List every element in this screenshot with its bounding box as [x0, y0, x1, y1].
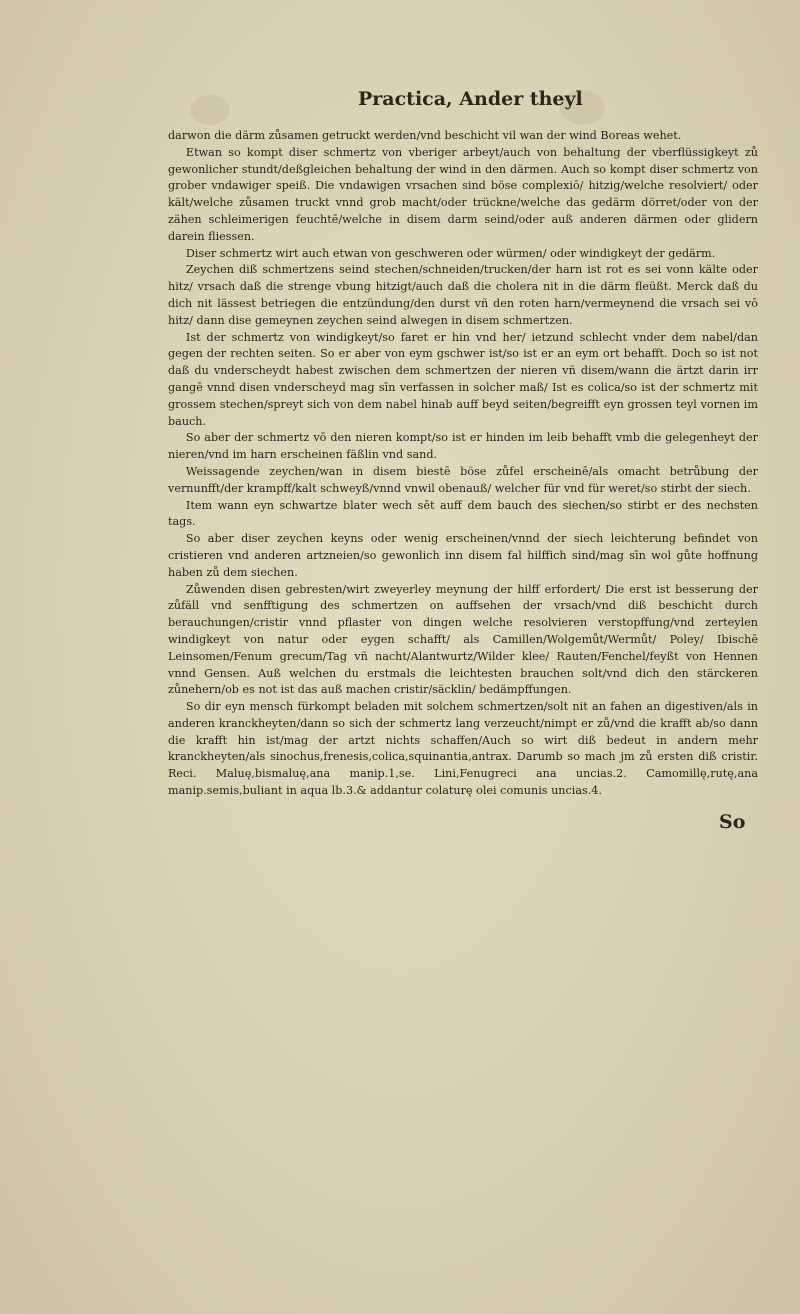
- text-paragraph: Zeychen diß schmertzens seind stechen/schneiden/trucken/der harn ist rot es sei vonn kälte oder hitz/ vrsach daß die strenge vbung hitzigt/auch daß die cholera nit in die därm fleüßt. Merck daß du dich nit lässest betriegen die entzündung/den durst vñ den roten harn/vermeynend die vrsach sei vō hitz/ dann dise gemeynen zeychen seind alwegen in disem schmertzen.: [168, 263, 758, 327]
- text-paragraph: Diser schmertz wirt auch etwan von geschweren oder würmen/ oder windigkeyt der gedärm.: [185, 246, 716, 260]
- text-paragraph: So aber diser zeychen keyns oder wenig erscheinen/vnnd der siech leichterung befindet von cristieren vnd anderen artzneien/so gewonlich inn disem fal hilffich sind/mag sīn wol gůte hoffnung haben zů dem siechen.: [168, 532, 758, 579]
- text-paragraph: Ist der schmertz von windigkeyt/so faret er hin vnd her/ ietzund schlecht vnder dem nabel/dan gegen der rechten seiten. So er aber von eym gschwer ist/so ist er an eym ort behafft. Doch so ist not daß du vnderscheydt habest zwischen dem schmertzen der nieren vñ disem/wann die ärtzt darin irr gangē vnnd disen vnderscheyd mag sīn verfassen in solcher maß/ Ist es colica/so ist der schmertz mit grossem stechen/spreyt sich von dem nabel hinab auff beyd seiten/begreifft eyn grossen teyl vornen im bauch.: [168, 330, 758, 428]
- ink-smudge: [190, 95, 230, 125]
- catchword: So: [719, 811, 746, 833]
- text-paragraph: Zůwenden disen gebresten/wirt zweyerley meynung der hilff erfordert/ Die erst ist besserung der zůfäll vnd senfftigung des schmertzen on auffsehen der vrsach/vnd diß beschicht durch berauchungen/cristir vnnd pflaster von dingen welche resolvieren verstopffung/vnd zerteylen windigkeyt von natur oder eygen schafft/ als Camillen/Wolgemůt/Wermůt/ Poley/ Ibischē Leinsomen/Fenum grecum/Tag vñ nacht/Alantwurtz/Wilder klee/ Rauten/Fenchel/feyßt von Hennen vnnd Gensen. Auß welchen du erstmals die leichtesten brauchen solt/vnd dich den stärckeren zůnehern/ob es not ist das auß machen cristir/säcklin/ bedämpffungen.: [168, 582, 758, 697]
- text-paragraph: Etwan so kompt diser schmertz von vberiger arbeyt/auch von behaltung der vberflüssigkeyt zů gewonlicher stundt/deßgleichen behaltung der wind in den därmen. Auch so kompt diser schmertz von grober vndawiger speiß. Die vndawigen vrsachen sind böse complexiō/ hitzig/welche resolviert/ oder kält/welche zůsamen truckt vnnd grob macht/oder trückne/welche das gedärm dörret/oder von der zähen schleimerigen feuchtē/welche in disem darm seind/oder auß anderen därmen oder glidern darein fliessen.: [168, 145, 758, 243]
- text-paragraph: So dir eyn mensch fürkompt beladen mit solchem schmertzen/solt nit an fahen an digestiven/als in anderen kranckheyten/dann so sich der schmertz lang verzeucht/nimpt er zů/vnd die krafft ab/so dann die krafft hin ist/mag der artzt nichts schaffen/Auch so wirt diß bedeut in andern mehr kranckheyten/als sinochus,frenesis,colica,squinantia,antrax. Darumb so mach jm zů ersten diß cristir. Reci. Maluę,bismaluę,ana manip.1,se. Lini,Fenugreci ana uncias.2. Camomillę,rutę,ana manip.semis,buliant in aqua lb.3.& addantur colaturę olei comunis uncias.4.: [168, 700, 758, 798]
- text-paragraph: So aber der schmertz vō den nieren kompt/so ist er hinden im leib behafft vmb die gelegenheyt der nieren/vnd im harn erscheinen fäßlin vnd sand.: [168, 431, 758, 462]
- text-paragraph: Item wann eyn schwartze blater wech sēt auff dem bauch des siechen/so stirbt er des nechsten tags.: [168, 498, 758, 529]
- text-paragraph: darwon die därm zůsamen getruckt werden/vnd beschicht vil wan der wind Boreas wehet.: [168, 129, 682, 142]
- running-header: Practica, Ander theyl: [358, 88, 583, 110]
- text-paragraph: Weissagende zeychen/wan in disem biestē böse zůfel erscheinē/als omacht betrůbung der vernunfft/der krampff/kalt schweyß/vnnd vnwil obenauß/ welcher für vnd für weret/so stirbt der siech.: [168, 464, 758, 495]
- main-text-block: [168, 128, 758, 800]
